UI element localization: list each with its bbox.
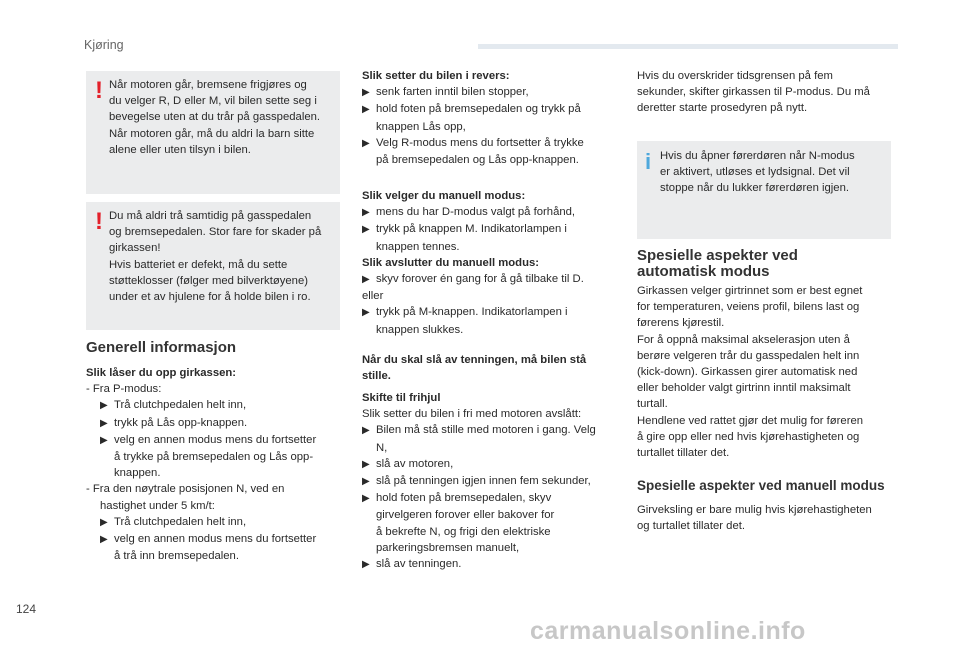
text-line: - Fra den nøytrale posisjonen N, ved en bbox=[86, 483, 285, 496]
arrow-bullet-icon: ▶ bbox=[362, 207, 370, 219]
text-line: turtallet tillater det. bbox=[637, 447, 730, 460]
text-line: knappen Lås opp, bbox=[376, 120, 466, 133]
arrow-bullet-icon: ▶ bbox=[362, 87, 370, 99]
manual-mode-text bbox=[637, 502, 897, 534]
text-line: velg en annen modus mens du fortsetter bbox=[114, 533, 317, 546]
subheading: Slik låser du opp girkassen: bbox=[86, 367, 237, 379]
text-line: Hvis du åpner førerdøren når N-modus bbox=[660, 150, 855, 162]
arrow-bullet-icon: ▶ bbox=[362, 458, 370, 470]
warning-text-pedals bbox=[109, 208, 339, 305]
warning-text-engine bbox=[109, 77, 339, 158]
unlock-gearbox-section bbox=[86, 365, 342, 564]
warning-icon: ! bbox=[95, 208, 103, 235]
text-line: eller bbox=[362, 290, 384, 303]
heading-general-info: Generell informasjon bbox=[86, 339, 237, 356]
text-line: førerens kjørestil. bbox=[637, 317, 725, 330]
text-line: Hvis du overskrider tidsgrensen på fem bbox=[637, 70, 833, 82]
heading-automatic-mode bbox=[637, 248, 798, 280]
text-line: trykk på M-knappen. Indikatorlampen i bbox=[376, 306, 568, 319]
text-line: knappen slukkes. bbox=[376, 323, 464, 336]
text-line: du velger R, D eller M, vil bilen sette seg i bbox=[109, 95, 317, 108]
text-line: Hvis batteriet er defekt, må du sette bbox=[109, 258, 288, 271]
text-line: skyv forover én gang for å gå tilbake til D. bbox=[376, 273, 584, 286]
heading-line: automatisk modus bbox=[637, 263, 770, 280]
ignition-note bbox=[362, 352, 624, 384]
text-line: Velg R-modus mens du fortsetter å trykke bbox=[376, 136, 584, 149]
subheading: Skifte til frihjul bbox=[362, 392, 441, 404]
text-line: og turtallet tillater det. bbox=[637, 520, 746, 533]
text-line: mens du har D-modus valgt på forhånd, bbox=[376, 206, 576, 219]
text-line: girvelgeren forover eller bakover for bbox=[376, 509, 555, 522]
manual-mode-section bbox=[362, 188, 624, 338]
page-number: 124 bbox=[16, 602, 37, 616]
text-line: å trykke på bremsepedalen og Lås opp- bbox=[114, 451, 314, 464]
text-line: Girveksling er bare mulig hvis kjørehastigheten bbox=[637, 504, 872, 516]
text-line: å gire opp eller ned hvis kjørehastigheten og bbox=[637, 430, 860, 443]
text-line: Bilen må stå stille med motoren i gang. Velg bbox=[376, 424, 596, 437]
arrow-bullet-icon: ▶ bbox=[362, 476, 370, 488]
text-line: Trå clutchpedalen helt inn, bbox=[114, 399, 247, 412]
text-line: knappen tennes. bbox=[376, 240, 460, 253]
text-line: berøre velgeren trår du gasspedalen helt inn bbox=[637, 349, 860, 362]
text-line: og bremsepedalen. Stor fare for skader på bbox=[109, 226, 322, 239]
arrow-bullet-icon: ▶ bbox=[100, 434, 108, 446]
section-title: Kjøring bbox=[84, 38, 124, 52]
text-line: girkassen! bbox=[109, 242, 161, 255]
text-line: er aktivert, utløses et lydsignal. Det vil bbox=[660, 166, 850, 179]
text-line: velg en annen modus mens du fortsetter bbox=[114, 433, 317, 446]
text-line: trykk på knappen M. Indikatorlampen i bbox=[376, 223, 567, 236]
arrow-bullet-icon: ▶ bbox=[100, 516, 108, 528]
text-line: knappen. bbox=[114, 467, 161, 480]
arrow-bullet-icon: ▶ bbox=[100, 400, 108, 412]
text-line: Når motoren går, må du aldri la barn sitte bbox=[109, 127, 315, 140]
arrow-bullet-icon: ▶ bbox=[362, 559, 370, 571]
arrow-bullet-icon: ▶ bbox=[100, 534, 108, 546]
text-line: slå av motoren, bbox=[376, 457, 454, 470]
text-line: Når du skal slå av tenningen, må bilen stå bbox=[362, 354, 587, 366]
text-line: slå på tenningen igjen innen fem sekunder, bbox=[376, 475, 591, 488]
info-text-door bbox=[660, 148, 890, 197]
text-line: Slik setter du bilen i fri med motoren avslått: bbox=[362, 408, 582, 421]
info-icon: i bbox=[645, 149, 652, 174]
text-line: å bekrefte N, og frigi den elektriske bbox=[376, 525, 551, 538]
footer-watermark: carmanualsonline.info bbox=[530, 617, 806, 645]
warning-icon: ! bbox=[95, 77, 103, 104]
automatic-mode-text bbox=[637, 283, 897, 461]
info-box-door bbox=[637, 141, 891, 239]
text-line: eller beholder valgt girtrinn inntil maksimalt bbox=[637, 382, 851, 395]
subheading: Slik setter du bilen i revers: bbox=[362, 70, 510, 82]
text-line: stoppe når du lukker førerdøren igjen. bbox=[660, 182, 850, 195]
text-line: N, bbox=[376, 441, 388, 454]
text-line: støtteklosser (følger med bilverktøyene) bbox=[109, 274, 309, 287]
subheading: Slik velger du manuell modus: bbox=[362, 190, 526, 202]
text-line: deretter starte prosedyren på nytt. bbox=[637, 102, 808, 115]
text-line: å trå inn bremsepedalen. bbox=[114, 550, 239, 563]
text-line: trykk på Lås opp-knappen. bbox=[114, 416, 248, 429]
arrow-bullet-icon: ▶ bbox=[362, 274, 370, 286]
text-line: hold foten på bremsepedalen, skyv bbox=[376, 492, 552, 505]
arrow-bullet-icon: ▶ bbox=[362, 104, 370, 116]
reverse-section bbox=[362, 68, 624, 168]
text-line: bevegelse uten at du trår på gasspedalen. bbox=[109, 111, 321, 124]
subheading: Slik avslutter du manuell modus: bbox=[362, 256, 540, 269]
text-line: Girkassen velger girtrinnet som er best egnet bbox=[637, 285, 863, 297]
text-line: alene eller uten tilsyn i bilen. bbox=[109, 143, 251, 156]
text-line: senk farten inntil bilen stopper, bbox=[376, 86, 529, 99]
text-line: Trå clutchpedalen helt inn, bbox=[114, 515, 247, 528]
text-line: for temperaturen, veiens profil, bilens last og bbox=[637, 301, 860, 314]
text-line: sekunder, skifter girkassen til P-modus. Du må bbox=[637, 86, 870, 99]
text-line: Når motoren går, bremsene frigjøres og bbox=[109, 79, 307, 91]
text-line: på bremsepedalen og Lås opp-knappen. bbox=[376, 154, 579, 167]
text-line: turtall. bbox=[637, 398, 668, 411]
arrow-bullet-icon: ▶ bbox=[100, 417, 108, 429]
text-line: hold foten på bremsepedalen og trykk på bbox=[376, 103, 581, 116]
text-line: For å oppnå maksimal akselerasjon uten å bbox=[637, 333, 850, 346]
text-line: under et av hjulene for å holde bilen i ro. bbox=[109, 291, 311, 304]
warning-box-engine bbox=[86, 71, 340, 194]
warning-box-pedals bbox=[86, 202, 340, 330]
arrow-bullet-icon: ▶ bbox=[362, 137, 370, 149]
text-line: Hendlene ved rattet gjør det mulig for føreren bbox=[637, 414, 864, 427]
text-line: Du må aldri trå samtidig på gasspedalen bbox=[109, 210, 312, 222]
freewheel-section bbox=[362, 390, 624, 573]
arrow-bullet-icon: ▶ bbox=[362, 224, 370, 236]
text-line: (kick-down). Girkassen girer automatisk ned bbox=[637, 366, 858, 379]
text-line: hastighet under 5 km/t: bbox=[100, 499, 215, 512]
heading-line: Spesielle aspekter ved bbox=[637, 247, 798, 264]
timeout-paragraph bbox=[637, 68, 897, 117]
heading-manual-mode: Spesielle aspekter ved manuell modus bbox=[637, 478, 885, 493]
text-line: parkeringsbremsen manuelt, bbox=[376, 541, 520, 554]
arrow-bullet-icon: ▶ bbox=[362, 307, 370, 319]
text-line: stille. bbox=[362, 370, 391, 383]
arrow-bullet-icon: ▶ bbox=[362, 425, 370, 437]
arrow-bullet-icon: ▶ bbox=[362, 493, 370, 505]
text-line: slå av tenningen. bbox=[376, 558, 462, 571]
header-bar bbox=[478, 44, 898, 49]
text-line: - Fra P-modus: bbox=[86, 383, 162, 396]
